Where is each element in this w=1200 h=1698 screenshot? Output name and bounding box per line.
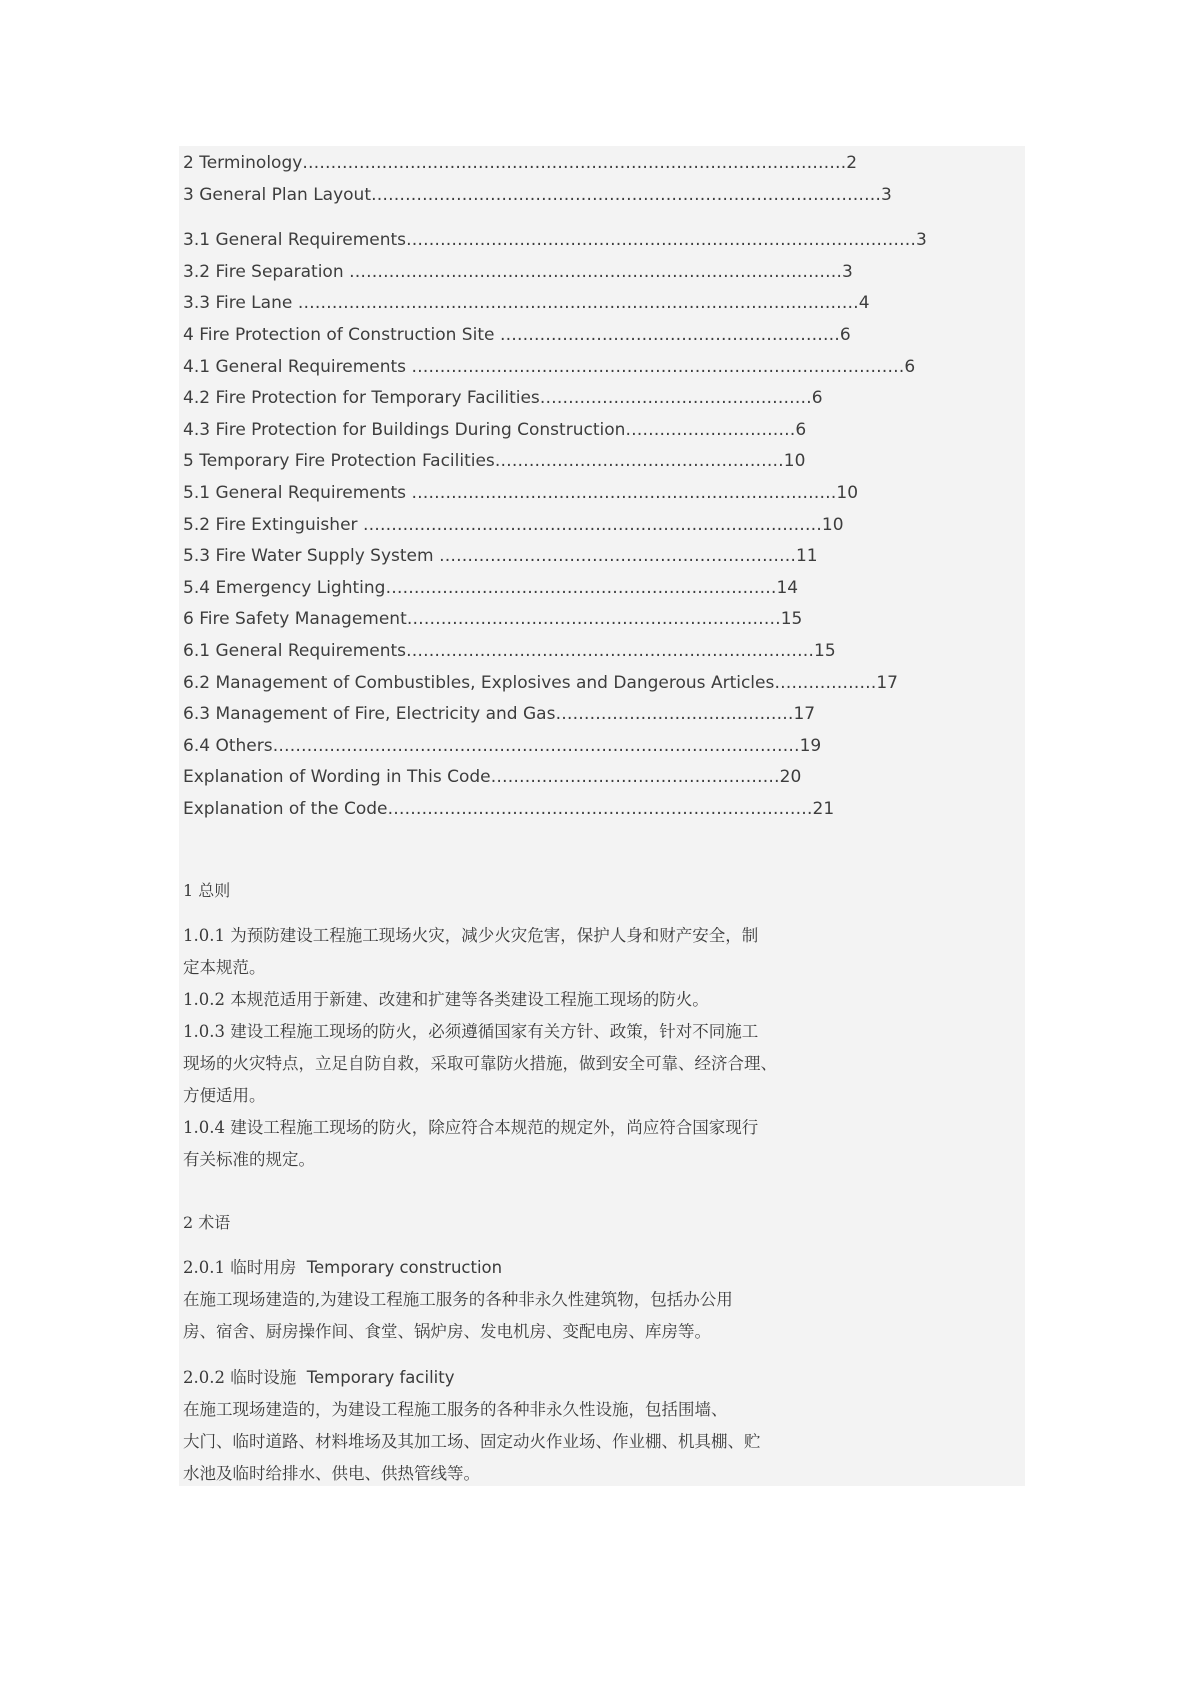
toc-entry[interactable]: Explanation of Wording in This Code……………………………………………20 — [183, 767, 802, 788]
toc-spacer — [183, 211, 983, 225]
toc-entry[interactable]: 2 Terminology……………………………………………………………………………………2 — [183, 153, 858, 173]
toc-entry[interactable]: 3.2 Fire Separation ……………………………………………………………………………3 — [183, 261, 853, 282]
term-2-0-1 — [183, 1252, 903, 1348]
clause-line: 1.0.3 建设工程施工现场的防火，必须遵循国家有关方针、政策，针对不同施工 — [183, 1022, 759, 1041]
clause-line: 有关标准的规定。 — [183, 1150, 315, 1169]
clause-line: 现场的火灾特点，立足自防自救，采取可靠防火措施，做到安全可靠、经济合理、 — [183, 1054, 777, 1073]
term-definition-line: 房、宿舍、厨房操作间、食堂、锅炉房、发电机房、变配电房、库房等。 — [183, 1322, 711, 1341]
chapter-2-title: 2 术语 — [183, 1213, 231, 1232]
toc-entry[interactable]: 6.4 Others…………………………………………………………………………………19 — [183, 735, 822, 756]
term-english: Temporary construction — [306, 1258, 503, 1277]
toc-entry[interactable]: 3 General Plan Layout………………………………………………………………………………3 — [183, 184, 892, 205]
toc-entry[interactable]: 5.2 Fire Extinguisher ………………………………………………………………………10 — [183, 514, 844, 535]
toc-entry[interactable]: 5 Temporary Fire Protection Facilities……………………………………………10 — [183, 451, 806, 472]
term-definition-line: 在施工现场建造的，为建设工程施工服务的各种非永久性设施，包括围墙、 — [183, 1400, 728, 1419]
term-number-zh: 2.0.2 临时设施 — [183, 1368, 297, 1387]
toc-entry[interactable]: 6 Fire Safety Management…………………………………………………………15 — [183, 609, 803, 630]
chapter-1-body — [183, 920, 903, 1176]
toc-entry[interactable]: 4.2 Fire Protection for Temporary Facilities…………………………………………6 — [183, 388, 823, 409]
toc-entry[interactable]: 6.3 Management of Fire, Electricity and Gas……………………………………17 — [183, 704, 816, 725]
toc-entry[interactable]: 5.1 General Requirements …………………………………………………………………10 — [183, 482, 859, 503]
term-number-zh: 2.0.1 临时用房 — [183, 1258, 297, 1277]
toc-entry[interactable]: 3.1 General Requirements………………………………………………………………………………3 — [183, 230, 927, 251]
term-english: Temporary facility — [306, 1368, 455, 1387]
clause-line: 1.0.1 为预防建设工程施工现场火灾，减少火灾危害，保护人身和财产安全，制 — [183, 926, 759, 945]
table-of-contents — [183, 148, 983, 825]
clause-line: 1.0.2 本规范适用于新建、改建和扩建等各类建设工程施工现场的防火。 — [183, 990, 709, 1009]
term-definition-line: 大门、临时道路、材料堆场及其加工场、固定动火作业场、作业棚、机具棚、贮 — [183, 1432, 761, 1451]
clause-line: 方便适用。 — [183, 1086, 266, 1105]
term-heading — [183, 1252, 903, 1284]
clause-line: 定本规范。 — [183, 958, 266, 977]
term-2-0-2 — [183, 1362, 903, 1490]
toc-entry[interactable]: 4 Fire Protection of Construction Site ……………………………………………………6 — [183, 324, 851, 345]
term-definition-line: 在施工现场建造的,为建设工程施工服务的各种非永久性建筑物，包括办公用 — [183, 1290, 733, 1309]
toc-entry[interactable]: 5.4 Emergency Lighting……………………………………………………………14 — [183, 577, 799, 598]
clause-line: 1.0.4 建设工程施工现场的防火，除应符合本规范的规定外，尚应符合国家现行 — [183, 1118, 759, 1137]
toc-entry[interactable]: 4.3 Fire Protection for Buildings During Construction…………………………6 — [183, 419, 807, 440]
toc-entry[interactable]: Explanation of the Code…………………………………………………………………21 — [183, 798, 835, 819]
chapter-1-title: 1 总则 — [183, 881, 231, 900]
toc-entry[interactable]: 6.2 Management of Combustibles, Explosives and Dangerous Articles………………17 — [183, 672, 898, 693]
toc-entry[interactable]: 6.1 General Requirements………………………………………………………………15 — [183, 640, 836, 661]
toc-entry[interactable]: 4.1 General Requirements ……………………………………………………………………………6 — [183, 356, 916, 377]
toc-entry[interactable]: 5.3 Fire Water Supply System ………………………………………………………11 — [183, 546, 818, 567]
toc-entry[interactable]: 3.3 Fire Lane ………………………………………………………………………………………4 — [183, 293, 870, 314]
term-heading — [183, 1362, 903, 1394]
term-definition-line: 水池及临时给排水、供电、供热管线等。 — [183, 1464, 480, 1483]
